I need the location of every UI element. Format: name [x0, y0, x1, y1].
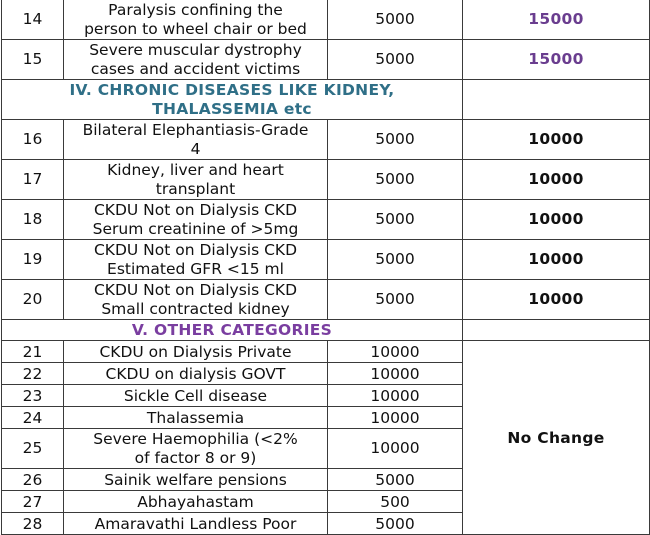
serial-number: 16 — [2, 120, 64, 160]
table-row — [2, 0, 650, 40]
old-amount: 5000 — [328, 513, 463, 535]
new-amount: 15000 — [463, 0, 650, 40]
category-description: CKDU on dialysis GOVT — [64, 363, 328, 385]
description-line: CKDU Not on Dialysis CKD — [93, 240, 298, 259]
pension-table — [1, 0, 650, 535]
category-description: Sainik welfare pensions — [64, 469, 328, 491]
serial-number: 15 — [2, 40, 64, 80]
serial-number: 26 — [2, 469, 64, 491]
description-line: cases and accident victims — [90, 59, 301, 78]
category-description — [64, 240, 328, 280]
empty-cell — [463, 320, 650, 341]
description-line: Severe Haemophilia (<2% — [93, 429, 298, 448]
old-amount: 5000 — [328, 469, 463, 491]
serial-number: 14 — [2, 0, 64, 40]
description-line: Bilateral Elephantiasis-Grade — [82, 120, 309, 139]
table-row — [2, 280, 650, 320]
serial-number: 17 — [2, 160, 64, 200]
category-description: Thalassemia — [64, 407, 328, 429]
category-description — [64, 200, 328, 240]
new-amount: 10000 — [463, 280, 650, 320]
section-header-row — [2, 80, 650, 120]
table-row — [2, 200, 650, 240]
category-description — [64, 40, 328, 80]
description-line: Estimated GFR <15 ml — [107, 259, 284, 278]
table-row — [2, 341, 650, 363]
serial-number: 25 — [2, 429, 64, 469]
old-amount: 5000 — [328, 120, 463, 160]
empty-cell — [463, 80, 650, 120]
category-description — [64, 429, 328, 469]
category-description: CKDU on Dialysis Private — [64, 341, 328, 363]
description-line: person to wheel chair or bed — [84, 19, 307, 38]
serial-number: 27 — [2, 491, 64, 513]
old-amount: 10000 — [328, 341, 463, 363]
new-amount: 10000 — [463, 120, 650, 160]
old-amount: 5000 — [328, 40, 463, 80]
serial-number: 21 — [2, 341, 64, 363]
old-amount: 10000 — [328, 407, 463, 429]
old-amount: 10000 — [328, 363, 463, 385]
section-heading-chronic-diseases — [2, 80, 463, 120]
new-amount: 10000 — [463, 240, 650, 280]
description-line: Paralysis confining the — [108, 0, 283, 19]
category-description — [64, 280, 328, 320]
old-amount: 5000 — [328, 200, 463, 240]
table-row — [2, 240, 650, 280]
old-amount: 5000 — [328, 240, 463, 280]
section-header-row — [2, 320, 650, 341]
serial-number: 28 — [2, 513, 64, 535]
description-line: Serum creatinine of >5mg — [92, 219, 299, 238]
category-description: Sickle Cell disease — [64, 385, 328, 407]
description-line: 4 — [190, 139, 201, 158]
category-description — [64, 160, 328, 200]
description-line: CKDU Not on Dialysis CKD — [93, 280, 298, 299]
description-line: transplant — [155, 179, 236, 198]
category-description — [64, 0, 328, 40]
serial-number: 23 — [2, 385, 64, 407]
description-line: CKDU Not on Dialysis CKD — [93, 200, 298, 219]
table-row — [2, 120, 650, 160]
old-amount: 10000 — [328, 429, 463, 469]
table-row — [2, 160, 650, 200]
old-amount: 5000 — [328, 160, 463, 200]
serial-number: 22 — [2, 363, 64, 385]
category-description — [64, 120, 328, 160]
section-heading-line: THALASSEMIA etc — [152, 99, 312, 118]
description-line: Severe muscular dystrophy — [89, 40, 302, 59]
description-line: of factor 8 or 9) — [134, 448, 257, 467]
description-line: Kidney, liver and heart — [107, 160, 284, 179]
new-amount: 10000 — [463, 160, 650, 200]
old-amount: 10000 — [328, 385, 463, 407]
serial-number: 18 — [2, 200, 64, 240]
description-line: Small contracted kidney — [101, 299, 290, 318]
serial-number: 24 — [2, 407, 64, 429]
new-amount: 15000 — [463, 40, 650, 80]
old-amount: 5000 — [328, 280, 463, 320]
section-heading-other-categories: V. OTHER CATEGORIES — [2, 320, 463, 341]
section-heading-line: IV. CHRONIC DISEASES LIKE KIDNEY, — [69, 80, 395, 99]
serial-number: 19 — [2, 240, 64, 280]
new-amount: 10000 — [463, 200, 650, 240]
category-description: Abhayahastam — [64, 491, 328, 513]
old-amount: 5000 — [328, 0, 463, 40]
old-amount: 500 — [328, 491, 463, 513]
no-change-note: No Change — [463, 341, 650, 535]
category-description: Amaravathi Landless Poor — [64, 513, 328, 535]
table-row — [2, 40, 650, 80]
serial-number: 20 — [2, 280, 64, 320]
